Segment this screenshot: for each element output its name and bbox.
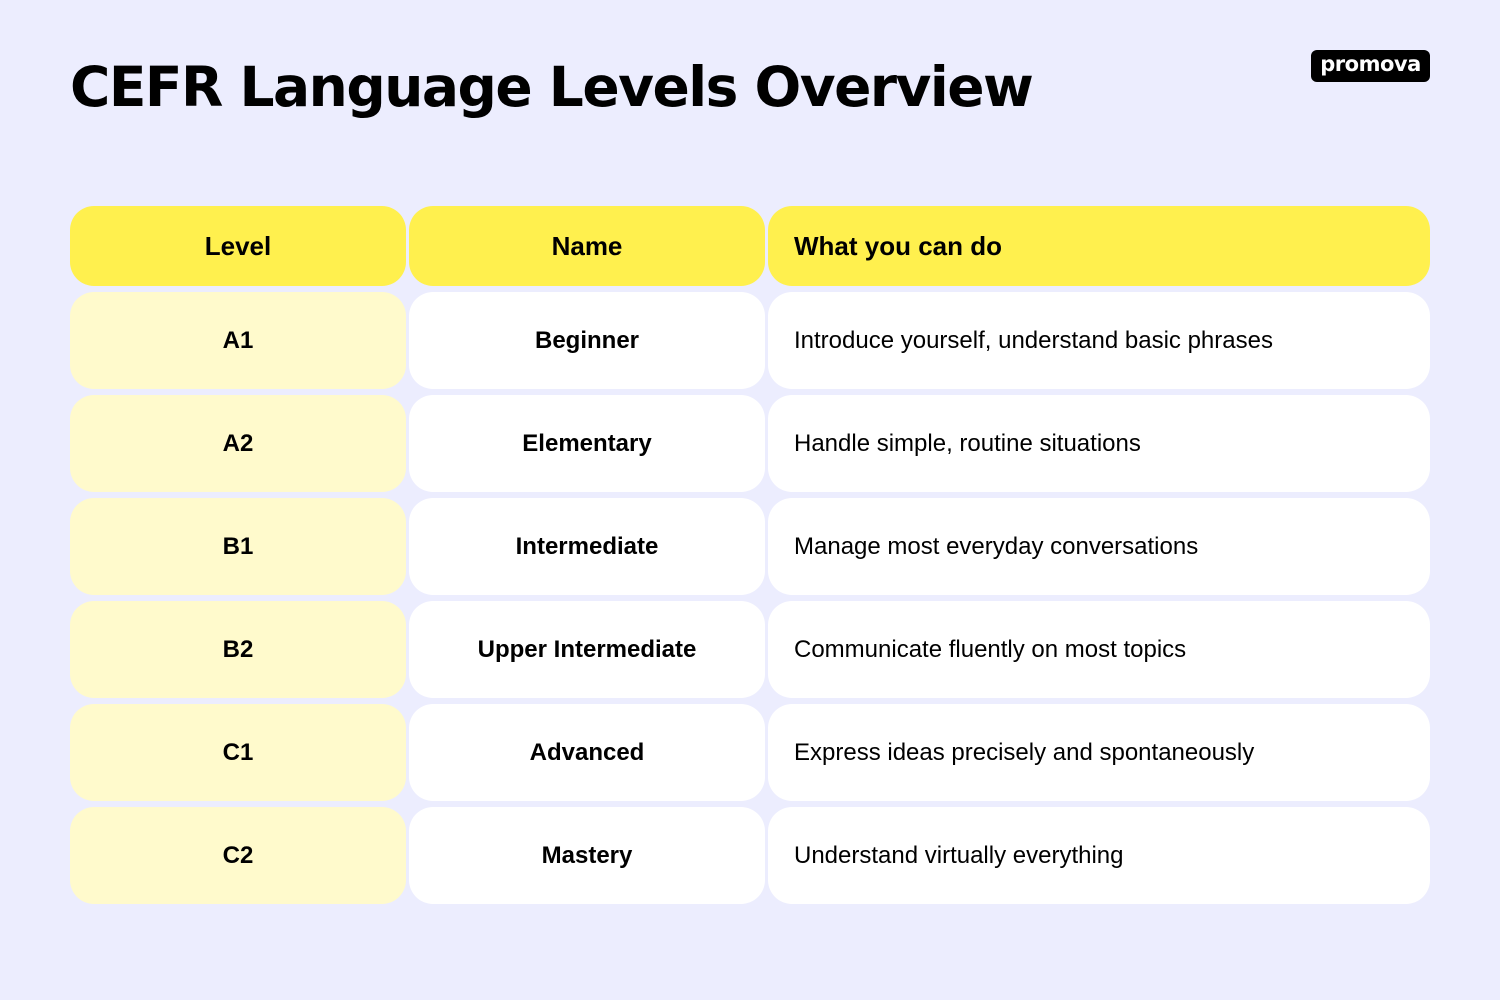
- header-name: Name: [409, 206, 765, 286]
- promova-logo: promova: [1311, 50, 1430, 82]
- page-title: CEFR Language Levels Overview: [70, 55, 1033, 119]
- table-header-row: [70, 206, 1430, 286]
- level-cell: C1: [70, 704, 406, 801]
- table-row: [70, 601, 1430, 698]
- header-what-you-can-do: What you can do: [768, 206, 1430, 286]
- table-row: [70, 292, 1430, 389]
- name-cell: Advanced: [409, 704, 765, 801]
- description-cell: Communicate fluently on most topics: [768, 601, 1430, 698]
- level-cell: B2: [70, 601, 406, 698]
- level-cell: A1: [70, 292, 406, 389]
- description-cell: Express ideas precisely and spontaneously: [768, 704, 1430, 801]
- name-cell: Beginner: [409, 292, 765, 389]
- table-row: [70, 498, 1430, 595]
- name-cell: Mastery: [409, 807, 765, 904]
- table-row: [70, 704, 1430, 801]
- description-cell: Understand virtually everything: [768, 807, 1430, 904]
- name-cell: Intermediate: [409, 498, 765, 595]
- cefr-levels-table: [70, 206, 1430, 910]
- level-cell: B1: [70, 498, 406, 595]
- table-row: [70, 807, 1430, 904]
- description-cell: Introduce yourself, understand basic phrases: [768, 292, 1430, 389]
- description-cell: Handle simple, routine situations: [768, 395, 1430, 492]
- table-row: [70, 395, 1430, 492]
- description-cell: Manage most everyday conversations: [768, 498, 1430, 595]
- level-cell: C2: [70, 807, 406, 904]
- name-cell: Elementary: [409, 395, 765, 492]
- level-cell: A2: [70, 395, 406, 492]
- header-level: Level: [70, 206, 406, 286]
- name-cell: Upper Intermediate: [409, 601, 765, 698]
